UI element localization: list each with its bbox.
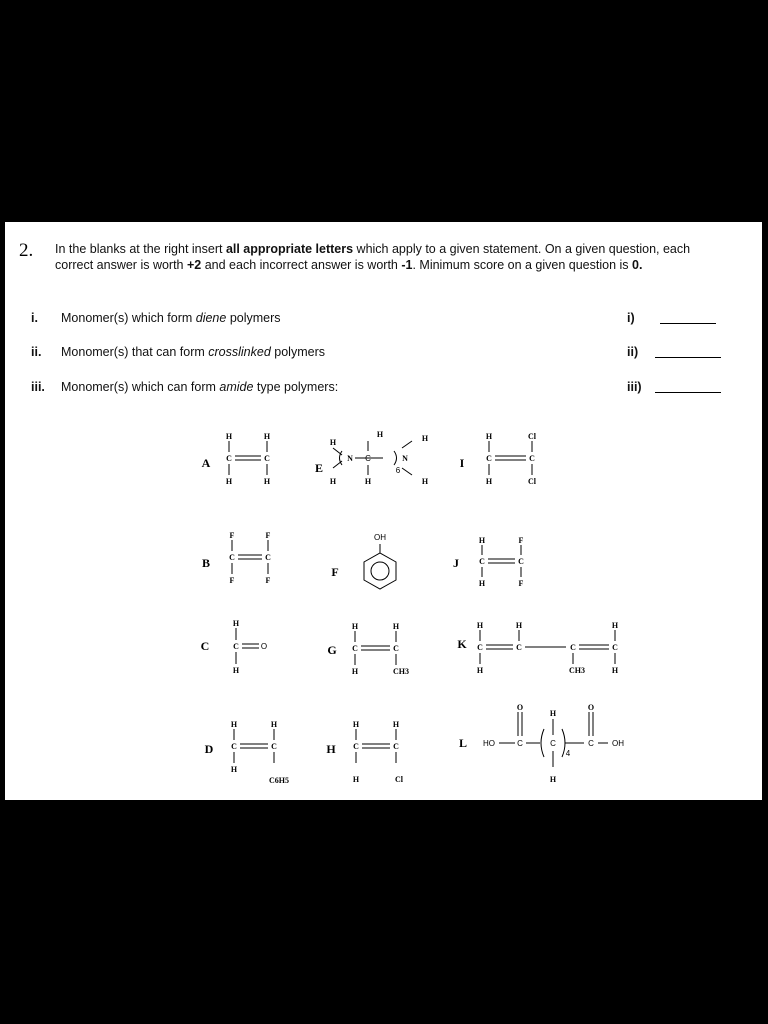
structure-label-b: B	[201, 556, 211, 570]
atom-label: Cl	[528, 477, 536, 486]
item-text: Monomer(s) that can form crosslinked polymers	[61, 345, 325, 359]
structure-label-h: H	[326, 742, 336, 756]
structure-label-c: C	[200, 639, 210, 653]
item-number: ii.	[31, 345, 42, 359]
atom-label: C6H5	[269, 776, 289, 785]
atom-label: C	[393, 644, 399, 653]
atom-label: C	[570, 643, 576, 652]
intro-bold: 0.	[632, 258, 643, 272]
atom-label: H	[476, 666, 484, 675]
structure-label-k: K	[457, 637, 467, 651]
structure-k	[480, 630, 615, 664]
atom-label: HO	[483, 739, 495, 748]
atom-label: H	[549, 775, 557, 784]
atom-label: F	[229, 531, 235, 540]
atom-label: H	[263, 477, 271, 486]
atom-label: C	[264, 454, 270, 463]
intro-bold: all appropriate letters	[225, 242, 354, 256]
structure-g	[355, 631, 396, 665]
atom-label: C	[226, 454, 232, 463]
structure-label-f: F	[331, 565, 339, 579]
atom-label: H	[476, 621, 484, 630]
atom-label: CH3	[569, 666, 585, 675]
question-number: 2.	[19, 240, 34, 261]
atom-label: C	[486, 454, 492, 463]
atom-label: H	[225, 477, 233, 486]
atom-label: H	[232, 666, 240, 675]
item-text: Monomer(s) which can form amide type polymers:	[61, 380, 339, 394]
structure-label-d: D	[204, 742, 214, 756]
atom-label: H	[392, 720, 400, 729]
atom-label: H	[611, 621, 619, 630]
atom-label: C	[550, 739, 556, 748]
structure-i	[489, 441, 532, 475]
atom-label: C	[393, 742, 399, 751]
atom-label: H	[392, 622, 400, 631]
intro-text: and each incorrect answer is worth	[201, 258, 402, 272]
structure-j	[482, 545, 521, 577]
structure-f	[364, 544, 396, 589]
atom-label: H	[611, 666, 619, 675]
atom-label: C	[529, 454, 535, 463]
atom-label: H	[329, 477, 337, 486]
atom-label: CH3	[393, 667, 409, 676]
atom-label: F	[518, 579, 524, 588]
atom-label: H	[421, 477, 429, 486]
structure-label-j: J	[453, 556, 459, 570]
atom-label: H	[225, 432, 233, 441]
atom-label: C	[516, 643, 522, 652]
atom-label: H	[270, 720, 278, 729]
atom-label: Cl	[395, 775, 403, 784]
atom-label: C	[479, 557, 485, 566]
atom-label: C	[352, 644, 358, 653]
atom-subscript: 6	[395, 466, 401, 475]
atom-label: F	[518, 536, 524, 545]
atom-label: H	[351, 667, 359, 676]
atom-label: H	[515, 621, 523, 630]
atom-label: OH	[374, 533, 386, 542]
atom-label: C	[271, 742, 277, 751]
structure-label-l: L	[458, 736, 468, 750]
atom-label: H	[376, 430, 384, 439]
atom-label: C	[612, 643, 618, 652]
atom-label: H	[485, 432, 493, 441]
atom-label: H	[478, 579, 486, 588]
atom-label: C	[229, 553, 235, 562]
atom-label: H	[351, 622, 359, 631]
item-number: i.	[31, 311, 38, 325]
answer-label: ii)	[627, 345, 639, 359]
intro-text: In the blanks at the right insert	[55, 242, 226, 256]
question-sheet	[5, 222, 762, 800]
atom-label: C	[517, 739, 523, 748]
atom-label: F	[265, 531, 271, 540]
intro-text: . Minimum score on a given question is	[412, 258, 633, 272]
atom-label: H	[230, 720, 238, 729]
atom-label: F	[265, 576, 271, 585]
answer-label: i)	[627, 311, 635, 325]
atom-label: C	[518, 557, 524, 566]
atom-label: O	[260, 642, 268, 651]
intro-bold: +2	[186, 258, 202, 272]
answer-label: iii)	[627, 380, 642, 394]
atom-label: C	[265, 553, 271, 562]
atom-label: H	[352, 720, 360, 729]
structure-a	[229, 441, 267, 475]
structures-figure	[5, 222, 762, 800]
structure-c	[236, 628, 259, 664]
atom-label: OH	[612, 739, 624, 748]
structure-label-i: I	[459, 456, 465, 470]
structure-label-g: G	[327, 643, 337, 657]
atom-label: C	[477, 643, 483, 652]
atom-label: H	[352, 775, 360, 784]
atom-label: H	[549, 709, 557, 718]
atom-label: C	[365, 454, 371, 463]
atom-label: N	[347, 454, 353, 463]
atom-label: H	[232, 619, 240, 628]
atom-label: C	[353, 742, 359, 751]
atom-label: H	[230, 765, 238, 774]
intro-bold: -1	[401, 258, 413, 272]
structure-b	[232, 540, 268, 574]
structure-d	[234, 729, 274, 763]
atom-label: N	[402, 454, 408, 463]
structure-h	[356, 729, 396, 763]
atom-label: Cl	[528, 432, 536, 441]
atom-label: C	[231, 742, 237, 751]
structure-label-e: E	[314, 461, 324, 475]
atom-label: O	[516, 703, 524, 712]
atom-subscript: 4	[565, 749, 571, 758]
structure-label-a: A	[201, 456, 211, 470]
atom-label: H	[364, 477, 372, 486]
atom-label: H	[421, 434, 429, 443]
atom-label: H	[329, 438, 337, 447]
intro-text: which apply to a given statement. On a given question, each correct answer is worth	[55, 242, 691, 272]
atom-label: O	[587, 703, 595, 712]
item-text: Monomer(s) which form diene polymers	[61, 311, 281, 325]
item-number: iii.	[31, 380, 45, 394]
atom-label: H	[263, 432, 271, 441]
atom-label: F	[229, 576, 235, 585]
atom-label: C	[588, 739, 594, 748]
atom-label: C	[233, 642, 239, 651]
atom-label: H	[485, 477, 493, 486]
atom-label: H	[478, 536, 486, 545]
